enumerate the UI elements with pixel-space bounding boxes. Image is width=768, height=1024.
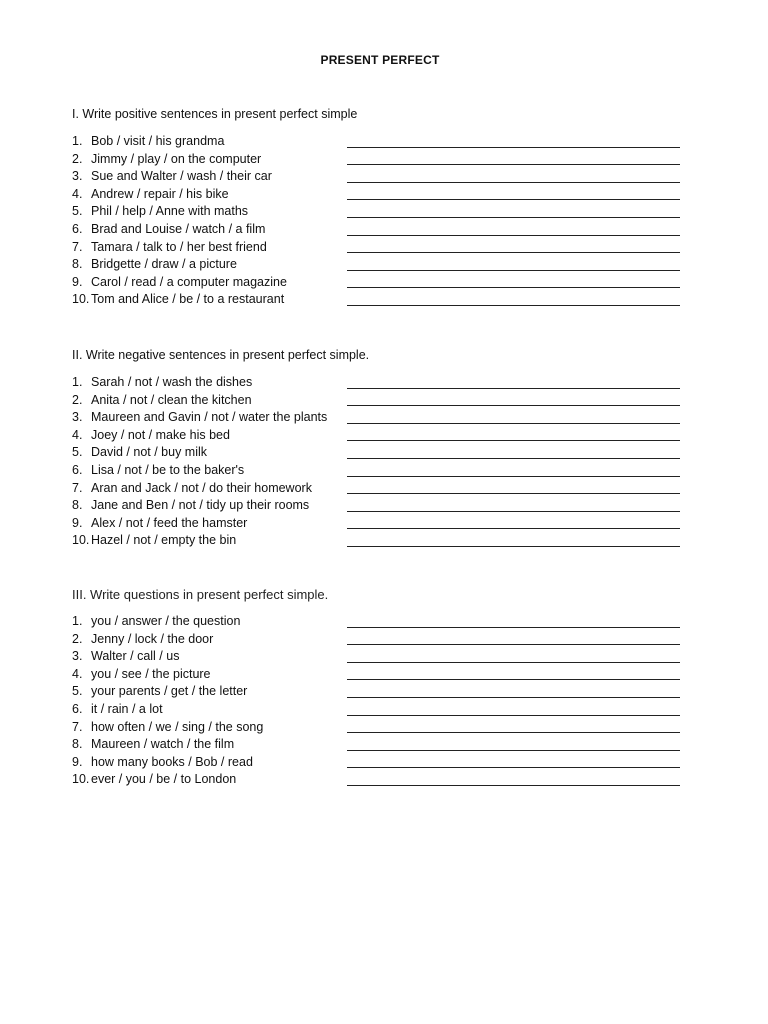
- item-number: 2.: [72, 151, 83, 166]
- item-number: 5.: [72, 204, 83, 219]
- answer-line[interactable]: [347, 305, 680, 306]
- exercise-item: [72, 186, 682, 204]
- exercise-item: [72, 701, 682, 719]
- answer-line[interactable]: [347, 679, 680, 680]
- item-prompt: it / rain / a lot: [91, 701, 163, 716]
- exercise-item: [72, 683, 682, 701]
- item-prompt: how often / we / sing / the song: [91, 719, 264, 734]
- item-number: 2.: [72, 392, 83, 407]
- item-prompt: Sarah / not / wash the dishes: [91, 375, 253, 389]
- exercise-item: [72, 409, 682, 427]
- answer-line[interactable]: [347, 199, 680, 200]
- exercise-item: [72, 256, 682, 274]
- answer-line[interactable]: [347, 785, 680, 786]
- exercise-item: [72, 427, 682, 445]
- exercise-item: [72, 736, 682, 754]
- answer-line[interactable]: [347, 715, 680, 716]
- item-number: 1.: [72, 134, 83, 148]
- exercise-item: [72, 497, 682, 515]
- item-prompt: Jimmy / play / on the computer: [91, 151, 262, 166]
- exercise-item: [72, 719, 682, 737]
- page-title: PRESENT PERFECT: [320, 53, 440, 67]
- exercise-item: [72, 133, 682, 151]
- answer-line[interactable]: [347, 662, 680, 663]
- item-number: 3.: [72, 649, 83, 664]
- section-heading-negative: II. Write negative sentences in present perfect simple.: [72, 348, 370, 362]
- item-prompt: Alex / not / feed the hamster: [91, 515, 248, 530]
- exercise-item: [72, 151, 682, 169]
- item-number: 3.: [72, 169, 83, 184]
- item-prompt: your parents / get / the letter: [91, 684, 248, 699]
- exercise-item: [72, 515, 682, 533]
- answer-line[interactable]: [347, 147, 680, 148]
- item-number: 8.: [72, 737, 83, 752]
- exercise-item: [72, 291, 682, 309]
- item-prompt: Walter / call / us: [91, 649, 180, 664]
- answer-line[interactable]: [347, 440, 680, 441]
- exercise-list-negative: [72, 374, 682, 550]
- item-number: 4.: [72, 666, 83, 681]
- item-number: 6.: [72, 701, 83, 716]
- item-number: 10.: [72, 772, 90, 787]
- exercise-item: [72, 532, 682, 550]
- exercise-list-positive: [72, 133, 682, 309]
- answer-line[interactable]: [347, 458, 680, 459]
- item-prompt: how many books / Bob / read: [91, 754, 253, 769]
- answer-line[interactable]: [347, 546, 680, 547]
- item-prompt: Anita / not / clean the kitchen: [91, 392, 252, 407]
- item-prompt: Bridgette / draw / a picture: [91, 257, 237, 272]
- item-prompt: Phil / help / Anne with maths: [91, 204, 249, 219]
- exercise-list-questions: [72, 613, 682, 789]
- item-prompt: Maureen and Gavin / not / water the plants: [91, 410, 328, 425]
- exercise-item: [72, 203, 682, 221]
- exercise-item: [72, 392, 682, 410]
- exercise-item: [72, 221, 682, 239]
- item-prompt: you / answer / the question: [91, 614, 241, 628]
- answer-line[interactable]: [347, 732, 680, 733]
- item-prompt: Jenny / lock / the door: [91, 631, 214, 646]
- item-number: 8.: [72, 498, 83, 513]
- answer-line[interactable]: [347, 644, 680, 645]
- answer-line[interactable]: [347, 182, 680, 183]
- exercise-item: [72, 168, 682, 186]
- section-heading-positive: I. Write positive sentences in present perfect simple: [72, 107, 358, 121]
- exercise-item: [72, 444, 682, 462]
- answer-line[interactable]: [347, 697, 680, 698]
- answer-line[interactable]: [347, 423, 680, 424]
- item-number: 4.: [72, 186, 83, 201]
- exercise-item: [72, 239, 682, 257]
- item-prompt: Sue and Walter / wash / their car: [91, 169, 272, 184]
- item-number: 3.: [72, 410, 83, 425]
- exercise-item: [72, 613, 682, 631]
- answer-line[interactable]: [347, 405, 680, 406]
- item-prompt: Tamara / talk to / her best friend: [91, 239, 267, 254]
- answer-line[interactable]: [347, 528, 680, 529]
- exercise-item: [72, 754, 682, 772]
- exercise-item: [72, 771, 682, 789]
- answer-line[interactable]: [347, 270, 680, 271]
- item-number: 1.: [72, 375, 83, 389]
- answer-line[interactable]: [347, 476, 680, 477]
- item-number: 2.: [72, 631, 83, 646]
- answer-line[interactable]: [347, 388, 680, 389]
- item-prompt: Aran and Jack / not / do their homework: [91, 480, 312, 495]
- item-prompt: Brad and Louise / watch / a film: [91, 221, 266, 236]
- item-prompt: Lisa / not / be to the baker's: [91, 462, 245, 477]
- item-number: 9.: [72, 515, 83, 530]
- item-prompt: you / see / the picture: [91, 666, 211, 681]
- item-prompt: David / not / buy milk: [91, 445, 208, 460]
- item-prompt: ever / you / be / to London: [91, 772, 237, 787]
- answer-line[interactable]: [347, 164, 680, 165]
- answer-line[interactable]: [347, 511, 680, 512]
- item-number: 8.: [72, 257, 83, 272]
- item-number: 6.: [72, 221, 83, 236]
- exercise-item: [72, 374, 682, 392]
- answer-line[interactable]: [347, 493, 680, 494]
- exercise-item: [72, 462, 682, 480]
- item-prompt: Tom and Alice / be / to a restaurant: [91, 292, 285, 307]
- item-prompt: Maureen / watch / the film: [91, 737, 235, 752]
- item-prompt: Carol / read / a computer magazine: [91, 274, 287, 289]
- item-prompt: Andrew / repair / his bike: [91, 186, 229, 201]
- answer-line[interactable]: [347, 235, 680, 236]
- item-prompt: Hazel / not / empty the bin: [91, 533, 237, 548]
- answer-line[interactable]: [347, 750, 680, 751]
- answer-line[interactable]: [347, 217, 680, 218]
- item-number: 7.: [72, 480, 83, 495]
- exercise-item: [72, 648, 682, 666]
- exercise-item: [72, 480, 682, 498]
- exercise-item: [72, 666, 682, 684]
- item-prompt: Bob / visit / his grandma: [91, 134, 225, 148]
- section-heading-questions: III. Write questions in present perfect simple.: [72, 587, 329, 602]
- item-number: 5.: [72, 445, 83, 460]
- answer-line[interactable]: [347, 252, 680, 253]
- item-number: 10.: [72, 292, 90, 307]
- exercise-item: [72, 274, 682, 292]
- item-number: 7.: [72, 719, 83, 734]
- item-number: 4.: [72, 427, 83, 442]
- item-number: 9.: [72, 754, 83, 769]
- answer-line[interactable]: [347, 767, 680, 768]
- item-number: 6.: [72, 462, 83, 477]
- item-number: 9.: [72, 274, 83, 289]
- answer-line[interactable]: [347, 287, 680, 288]
- item-number: 10.: [72, 533, 90, 548]
- item-prompt: Jane and Ben / not / tidy up their rooms: [91, 498, 310, 513]
- item-number: 7.: [72, 239, 83, 254]
- answer-line[interactable]: [347, 627, 680, 628]
- item-number: 1.: [72, 614, 83, 628]
- item-prompt: Joey / not / make his bed: [91, 427, 230, 442]
- item-number: 5.: [72, 684, 83, 699]
- exercise-item: [72, 631, 682, 649]
